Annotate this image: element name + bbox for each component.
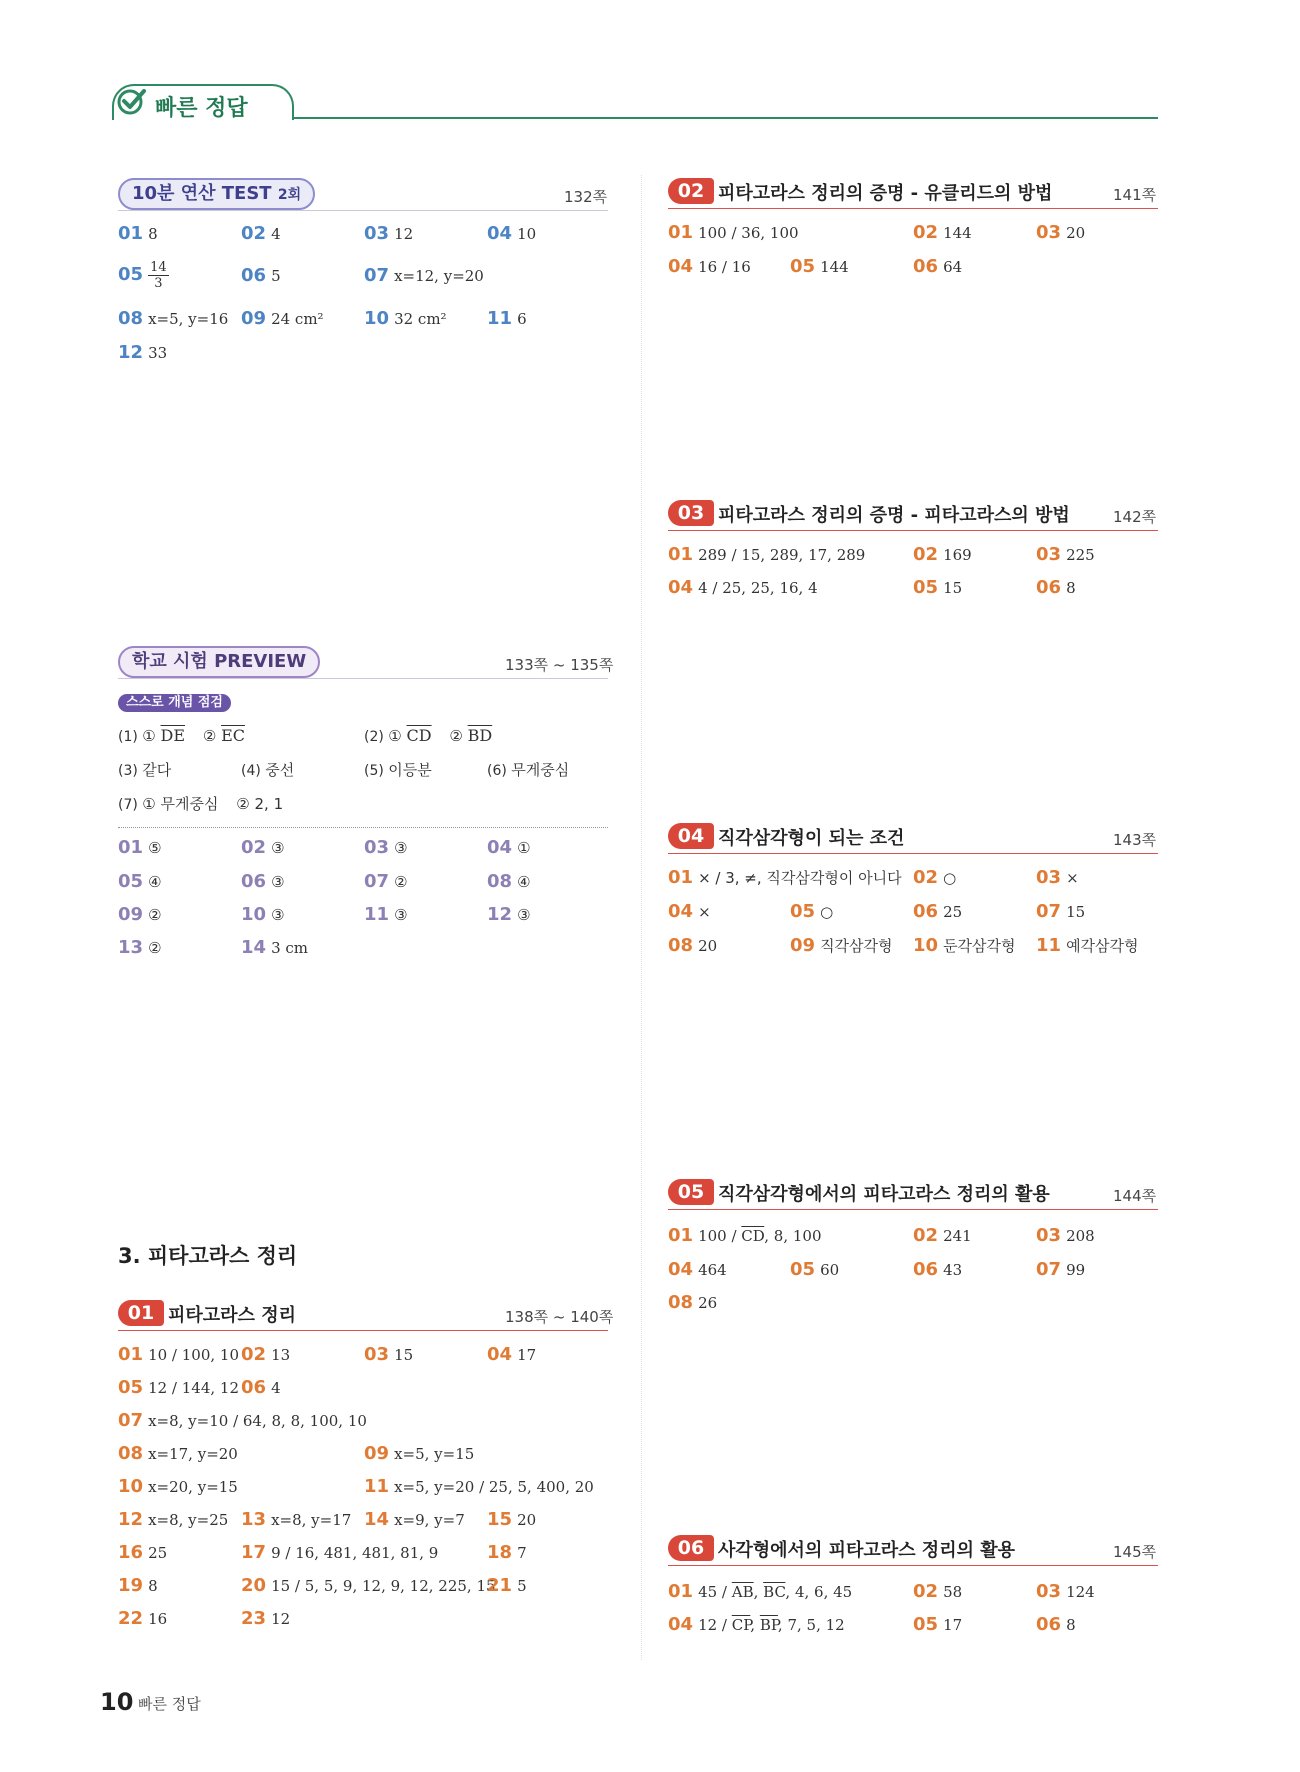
s06-rule — [668, 1565, 1158, 1566]
s04-answer-06: 06 25 — [913, 901, 963, 922]
s05-answer-05: 05 60 — [790, 1259, 840, 1280]
s03-badge: 03 — [668, 500, 714, 526]
test-rule — [118, 210, 608, 211]
s01-answer-23: 23 12 — [241, 1608, 291, 1629]
s01-answer-05: 05 12 / 144, 12 — [118, 1377, 239, 1398]
s03-answer-03: 03 225 — [1036, 544, 1095, 565]
s06-answer-04: 04 $12 / \overline{CP}$, $\overline{BP}$, 7, 5, 12 — [668, 1614, 845, 1635]
preview-rule — [118, 678, 608, 679]
s05-rule — [668, 1209, 1158, 1210]
preview-answer-10: 10 ③ — [241, 904, 285, 925]
s01-answer-18: 18 7 — [487, 1542, 527, 1563]
s06-answer-03: 03 124 — [1036, 1581, 1095, 1602]
s02-answer-04: 04 16 / 16 — [668, 256, 751, 277]
s06-answer-06: 06 8 — [1036, 1614, 1076, 1635]
s01-answer-12: 12 x=8, y=25 — [118, 1509, 229, 1530]
s03-answer-01: 01 289 / 15, 289, 17, 289 — [668, 544, 866, 565]
test-answer-03: 03 12 — [364, 223, 414, 244]
test-answer-01: 01 8 — [118, 223, 158, 244]
s01-answer-11: 11 x=5, y=20 / 25, 5, 400, 20 — [364, 1476, 594, 1497]
s06-answer-01: 01 $45 / \overline{AB}$, $\overline{BC}$, 4, 6, 45 — [668, 1581, 853, 1602]
chapter-title: 3. 피타고라스 정리 — [118, 1244, 298, 1268]
s02-page-ref: 141쪽 — [1113, 186, 1157, 204]
s06-title: 사각형에서의 피타고라스 정리의 활용 — [718, 1540, 1016, 1561]
footer-page-number: 10 — [100, 1688, 134, 1716]
header-title: 빠른 정답 — [155, 96, 248, 121]
s01-answer-04: 04 17 — [487, 1344, 537, 1365]
s03-answer-02: 02 169 — [913, 544, 972, 565]
s02-badge: 02 — [668, 178, 714, 204]
preview-title: 학교 시험 PREVIEW — [132, 651, 307, 672]
s04-answer-03: 03 × — [1036, 867, 1079, 888]
concept-3: (3) 같다 — [118, 761, 172, 779]
s06-badge: 06 — [668, 1535, 714, 1561]
s01-answer-22: 22 16 — [118, 1608, 168, 1629]
s05-page-ref: 144쪽 — [1113, 1187, 1157, 1205]
preview-answer-14: 14 3 cm — [241, 937, 308, 958]
check-icon — [116, 86, 150, 116]
s03-title: 피타고라스 정리의 증명 - 피타고라스의 방법 — [718, 505, 1070, 526]
s02-rule — [668, 208, 1158, 209]
s01-answer-02: 02 13 — [241, 1344, 291, 1365]
s04-answer-09: 09 직각삼각형 — [790, 935, 893, 956]
concept-1: (1) ① $\overline{DE}$ ② $\overline{EC}$ — [118, 726, 245, 745]
preview-answer-03: 03 ③ — [364, 837, 408, 858]
s04-answer-10: 10 둔각삼각형 — [913, 935, 1016, 956]
concept-4: (4) 중선 — [241, 761, 295, 779]
test-answer-08: 08 x=5, y=16 — [118, 308, 229, 329]
concept-2: (2) ① $\overline{CD}$ ② $\overline{BD}$ — [364, 726, 493, 745]
s06-answer-02: 02 58 — [913, 1581, 963, 1602]
self-check-label: 스스로 개념 점검 — [118, 694, 231, 712]
s02-answer-01: 01 100 / 36, 100 — [668, 222, 799, 243]
s03-rule — [668, 530, 1158, 531]
s03-answer-06: 06 8 — [1036, 577, 1076, 598]
concept-5: (5) 이등분 — [364, 761, 432, 779]
test-answer-06: 06 5 — [241, 265, 281, 286]
s01-answer-20: 20 15 / 5, 5, 9, 12, 9, 12, 225, 15 — [241, 1575, 496, 1596]
s01-answer-03: 03 15 — [364, 1344, 414, 1365]
s01-answer-14: 14 x=9, y=7 — [364, 1509, 465, 1530]
s02-title: 피타고라스 정리의 증명 - 유클리드의 방법 — [718, 183, 1053, 204]
s01-answer-15: 15 20 — [487, 1509, 537, 1530]
preview-answer-12: 12 ③ — [487, 904, 531, 925]
preview-answer-01: 01 ⑤ — [118, 837, 162, 858]
s04-answer-01: 01 × / 3, ≠, 직각삼각형이 아니다 — [668, 867, 902, 888]
s03-page-ref: 142쪽 — [1113, 508, 1157, 526]
preview-answer-07: 07 ② — [364, 871, 408, 892]
s04-title: 직각삼각형이 되는 조건 — [718, 828, 905, 849]
column-divider — [641, 175, 642, 1660]
s02-answer-05: 05 144 — [790, 256, 849, 277]
s04-rule — [668, 853, 1158, 854]
s05-answer-01: 01 $100 / \overline{CD}$, 8, 100 — [668, 1225, 822, 1246]
preview-answer-11: 11 ③ — [364, 904, 408, 925]
preview-answer-08: 08 ④ — [487, 871, 531, 892]
s05-answer-02: 02 241 — [913, 1225, 972, 1246]
s05-answer-07: 07 99 — [1036, 1259, 1086, 1280]
s01-title: 피타고라스 정리 — [168, 1305, 296, 1326]
test-heading-pill — [118, 178, 315, 210]
s01-rule — [118, 1330, 608, 1331]
s01-answer-01: 01 10 / 100, 10 — [118, 1344, 239, 1365]
s04-answer-08: 08 20 — [668, 935, 718, 956]
preview-heading-pill — [118, 646, 320, 678]
s02-answer-03: 03 20 — [1036, 222, 1086, 243]
preview-dotted-rule — [118, 827, 608, 828]
s05-title: 직각삼각형에서의 피타고라스 정리의 활용 — [718, 1184, 1050, 1205]
footer-text: 빠른 정답 — [138, 1695, 201, 1713]
s03-answer-05: 05 15 — [913, 577, 963, 598]
test-answer-07: 07 x=12, y=20 — [364, 265, 484, 286]
s05-badge: 05 — [668, 1179, 714, 1205]
preview-answer-13: 13 ② — [118, 937, 162, 958]
s04-answer-02: 02 ○ — [913, 867, 957, 888]
s04-badge: 04 — [668, 823, 714, 849]
s02-answer-06: 06 64 — [913, 256, 963, 277]
test-answer-02: 02 4 — [241, 223, 281, 244]
s01-answer-17: 17 9 / 16, 481, 481, 81, 9 — [241, 1542, 439, 1563]
s05-answer-04: 04 464 — [668, 1259, 727, 1280]
s05-answer-08: 08 26 — [668, 1292, 718, 1313]
concept-7: (7) ① 무게중심 ② 2, 1 — [118, 795, 284, 813]
s01-answer-16: 16 25 — [118, 1542, 168, 1563]
test-answer-04: 04 10 — [487, 223, 537, 244]
s04-answer-05: 05 ○ — [790, 901, 834, 922]
s05-answer-03: 03 208 — [1036, 1225, 1095, 1246]
s01-answer-06: 06 4 — [241, 1377, 281, 1398]
s04-answer-07: 07 15 — [1036, 901, 1086, 922]
s04-answer-11: 11 예각삼각형 — [1036, 935, 1139, 956]
s01-answer-19: 19 8 — [118, 1575, 158, 1596]
test-answer-05: 05 $\frac{14}{3}$ — [118, 260, 167, 291]
s01-answer-07: 07 x=8, y=10 / 64, 8, 8, 100, 10 — [118, 1410, 367, 1431]
preview-answer-09: 09 ② — [118, 904, 162, 925]
s01-page-ref: 138쪽 ~ 140쪽 — [505, 1308, 614, 1326]
s01-badge: 01 — [118, 1300, 164, 1326]
test-answer-12: 12 33 — [118, 342, 168, 363]
preview-page-ref: 133쪽 ~ 135쪽 — [505, 656, 614, 674]
preview-answer-02: 02 ③ — [241, 837, 285, 858]
preview-answer-06: 06 ③ — [241, 871, 285, 892]
s06-answer-05: 05 17 — [913, 1614, 963, 1635]
fraction: $\frac{14}{3}$ — [150, 260, 167, 291]
s05-answer-06: 06 43 — [913, 1259, 963, 1280]
test-page-ref: 132쪽 — [564, 188, 608, 206]
test-round: 2회 — [277, 187, 302, 203]
s04-answer-04: 04 × — [668, 901, 711, 922]
preview-answer-04: 04 ① — [487, 837, 531, 858]
s01-answer-10: 10 x=20, y=15 — [118, 1476, 238, 1497]
preview-answer-05: 05 ④ — [118, 871, 162, 892]
s02-answer-02: 02 144 — [913, 222, 972, 243]
s01-answer-09: 09 x=5, y=15 — [364, 1443, 475, 1464]
test-answer-10: 10 32 cm² — [364, 308, 447, 329]
test-answer-09: 09 24 cm² — [241, 308, 324, 329]
s04-page-ref: 143쪽 — [1113, 831, 1157, 849]
s06-page-ref: 145쪽 — [1113, 1543, 1157, 1561]
s01-answer-13: 13 x=8, y=17 — [241, 1509, 352, 1530]
s03-answer-04: 04 4 / 25, 25, 16, 4 — [668, 577, 818, 598]
test-title: 10분 연산 TEST — [132, 183, 272, 204]
s01-answer-08: 08 x=17, y=20 — [118, 1443, 238, 1464]
test-answer-11: 11 6 — [487, 308, 527, 329]
s01-answer-21: 21 5 — [487, 1575, 527, 1596]
concept-6: (6) 무게중심 — [487, 761, 570, 779]
